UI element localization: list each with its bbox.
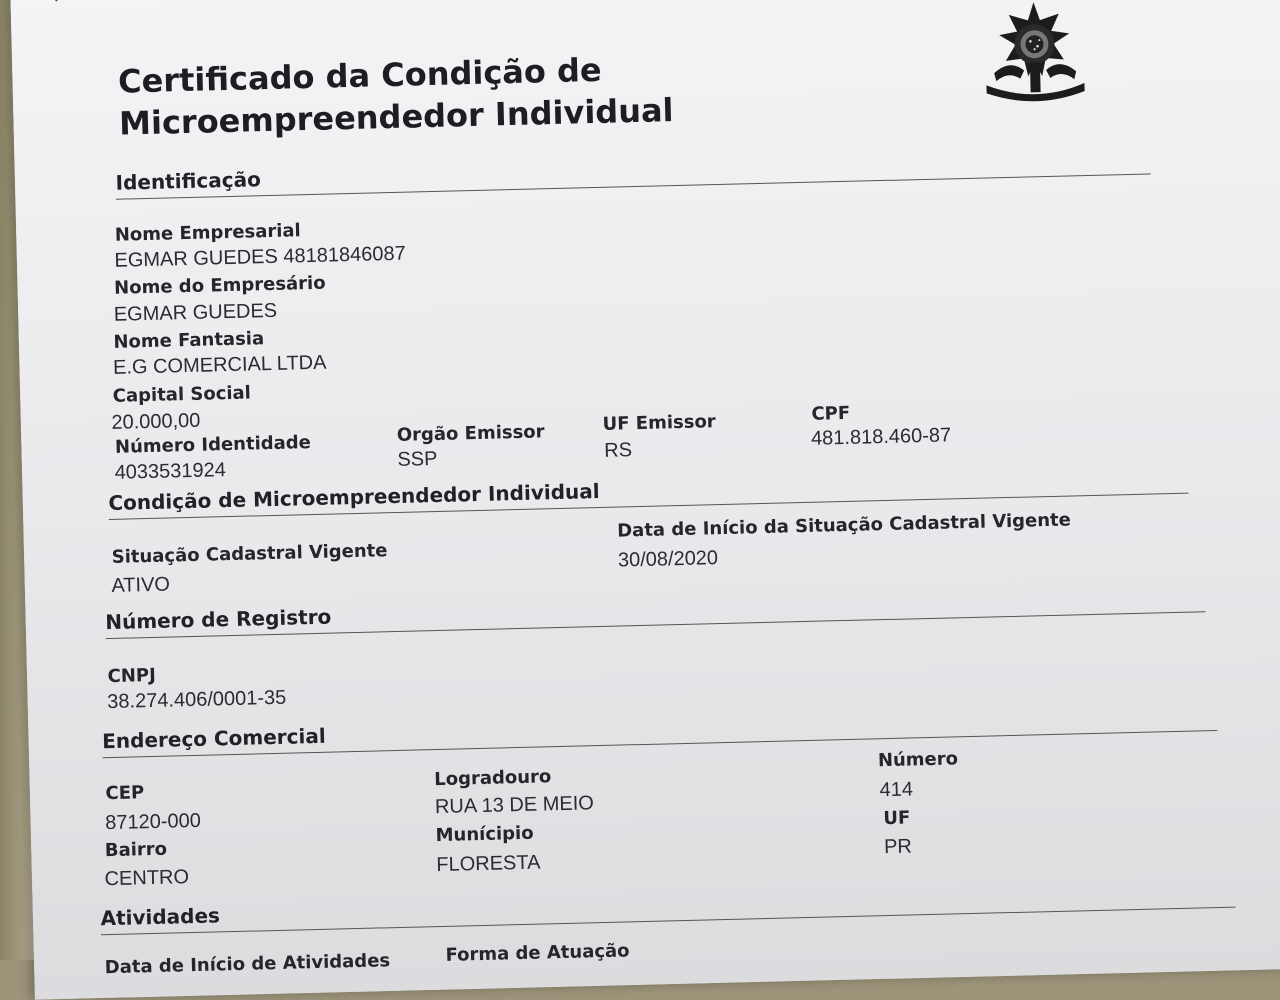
municipio-value: FLORESTA	[436, 851, 541, 877]
cnpj-label: CNPJ	[107, 664, 157, 688]
uf-label: UF	[883, 807, 911, 830]
section-endereco: Endereço Comercial	[102, 702, 1217, 758]
nome-empresario-value: EGMAR GUEDES	[113, 299, 278, 326]
numero-identidade-value: 4033531924	[114, 459, 227, 484]
section-identificacao: Identificação	[115, 145, 1150, 199]
orgao-emissor-label: Orgão Emissor	[396, 421, 545, 446]
cep-value: 87120-000	[104, 809, 202, 835]
forma-atuacao-label: Forma de Atuação	[445, 940, 630, 966]
orgao-emissor-value: SSP	[397, 447, 438, 471]
data-inicio-situacao-value: 30/08/2020	[617, 547, 719, 572]
nome-empresarial-label: Nome Empresarial	[114, 220, 301, 246]
uf-emissor-label: UF Emissor	[602, 411, 716, 435]
situacao-cadastral-value: ATIVO	[111, 573, 171, 597]
coat-of-arms-icon	[978, 0, 1091, 112]
uf-emissor-value: RS	[604, 439, 633, 462]
municipio-label: Munícipio	[435, 822, 534, 847]
cnpj-value: 38.274.406/0001-35	[106, 686, 287, 714]
cpf-value: 481.818.460-87	[810, 424, 952, 450]
cpf-label: CPF	[811, 402, 851, 425]
document-title	[118, 47, 674, 145]
cep-label: CEP	[105, 782, 145, 805]
nome-fantasia-value: E.G COMERCIAL LTDA	[112, 351, 327, 379]
logradouro-value: RUA 13 DE MEIO	[434, 792, 595, 819]
section-condicao: Condição de Microempreendedor Individual	[108, 465, 1188, 520]
section-registro: Número de Registro	[105, 583, 1205, 639]
numero-label: Número	[877, 748, 959, 772]
situacao-cadastral-label: Situação Cadastral Vigente	[111, 540, 388, 568]
capital-social-value: 20.000,00	[111, 409, 201, 434]
section-atividades: Atividades	[100, 879, 1235, 936]
nome-empresario-label: Nome do Empresário	[113, 272, 326, 299]
nome-empresarial-value: EGMAR GUEDES 48181846087	[114, 242, 406, 272]
bairro-value: CENTRO	[104, 866, 190, 891]
data-inicio-situacao-label: Data de Início da Situação Cadastral Vigente	[616, 509, 1072, 542]
title-line-1: Certificado da Condição de	[117, 50, 603, 101]
bairro-label: Bairro	[104, 838, 168, 862]
capital-social-label: Capital Social	[112, 382, 252, 407]
uf-value: PR	[883, 835, 913, 859]
title-line-2: Microempreendedor Individual	[118, 91, 674, 143]
numero-value: 414	[879, 778, 914, 802]
nome-fantasia-label: Nome Fantasia	[113, 328, 265, 353]
numero-identidade-label: Número Identidade	[114, 432, 312, 458]
logradouro-label: Logradouro	[434, 766, 552, 791]
data-inicio-atividades-label: Data de Início de Atividades	[104, 950, 391, 979]
